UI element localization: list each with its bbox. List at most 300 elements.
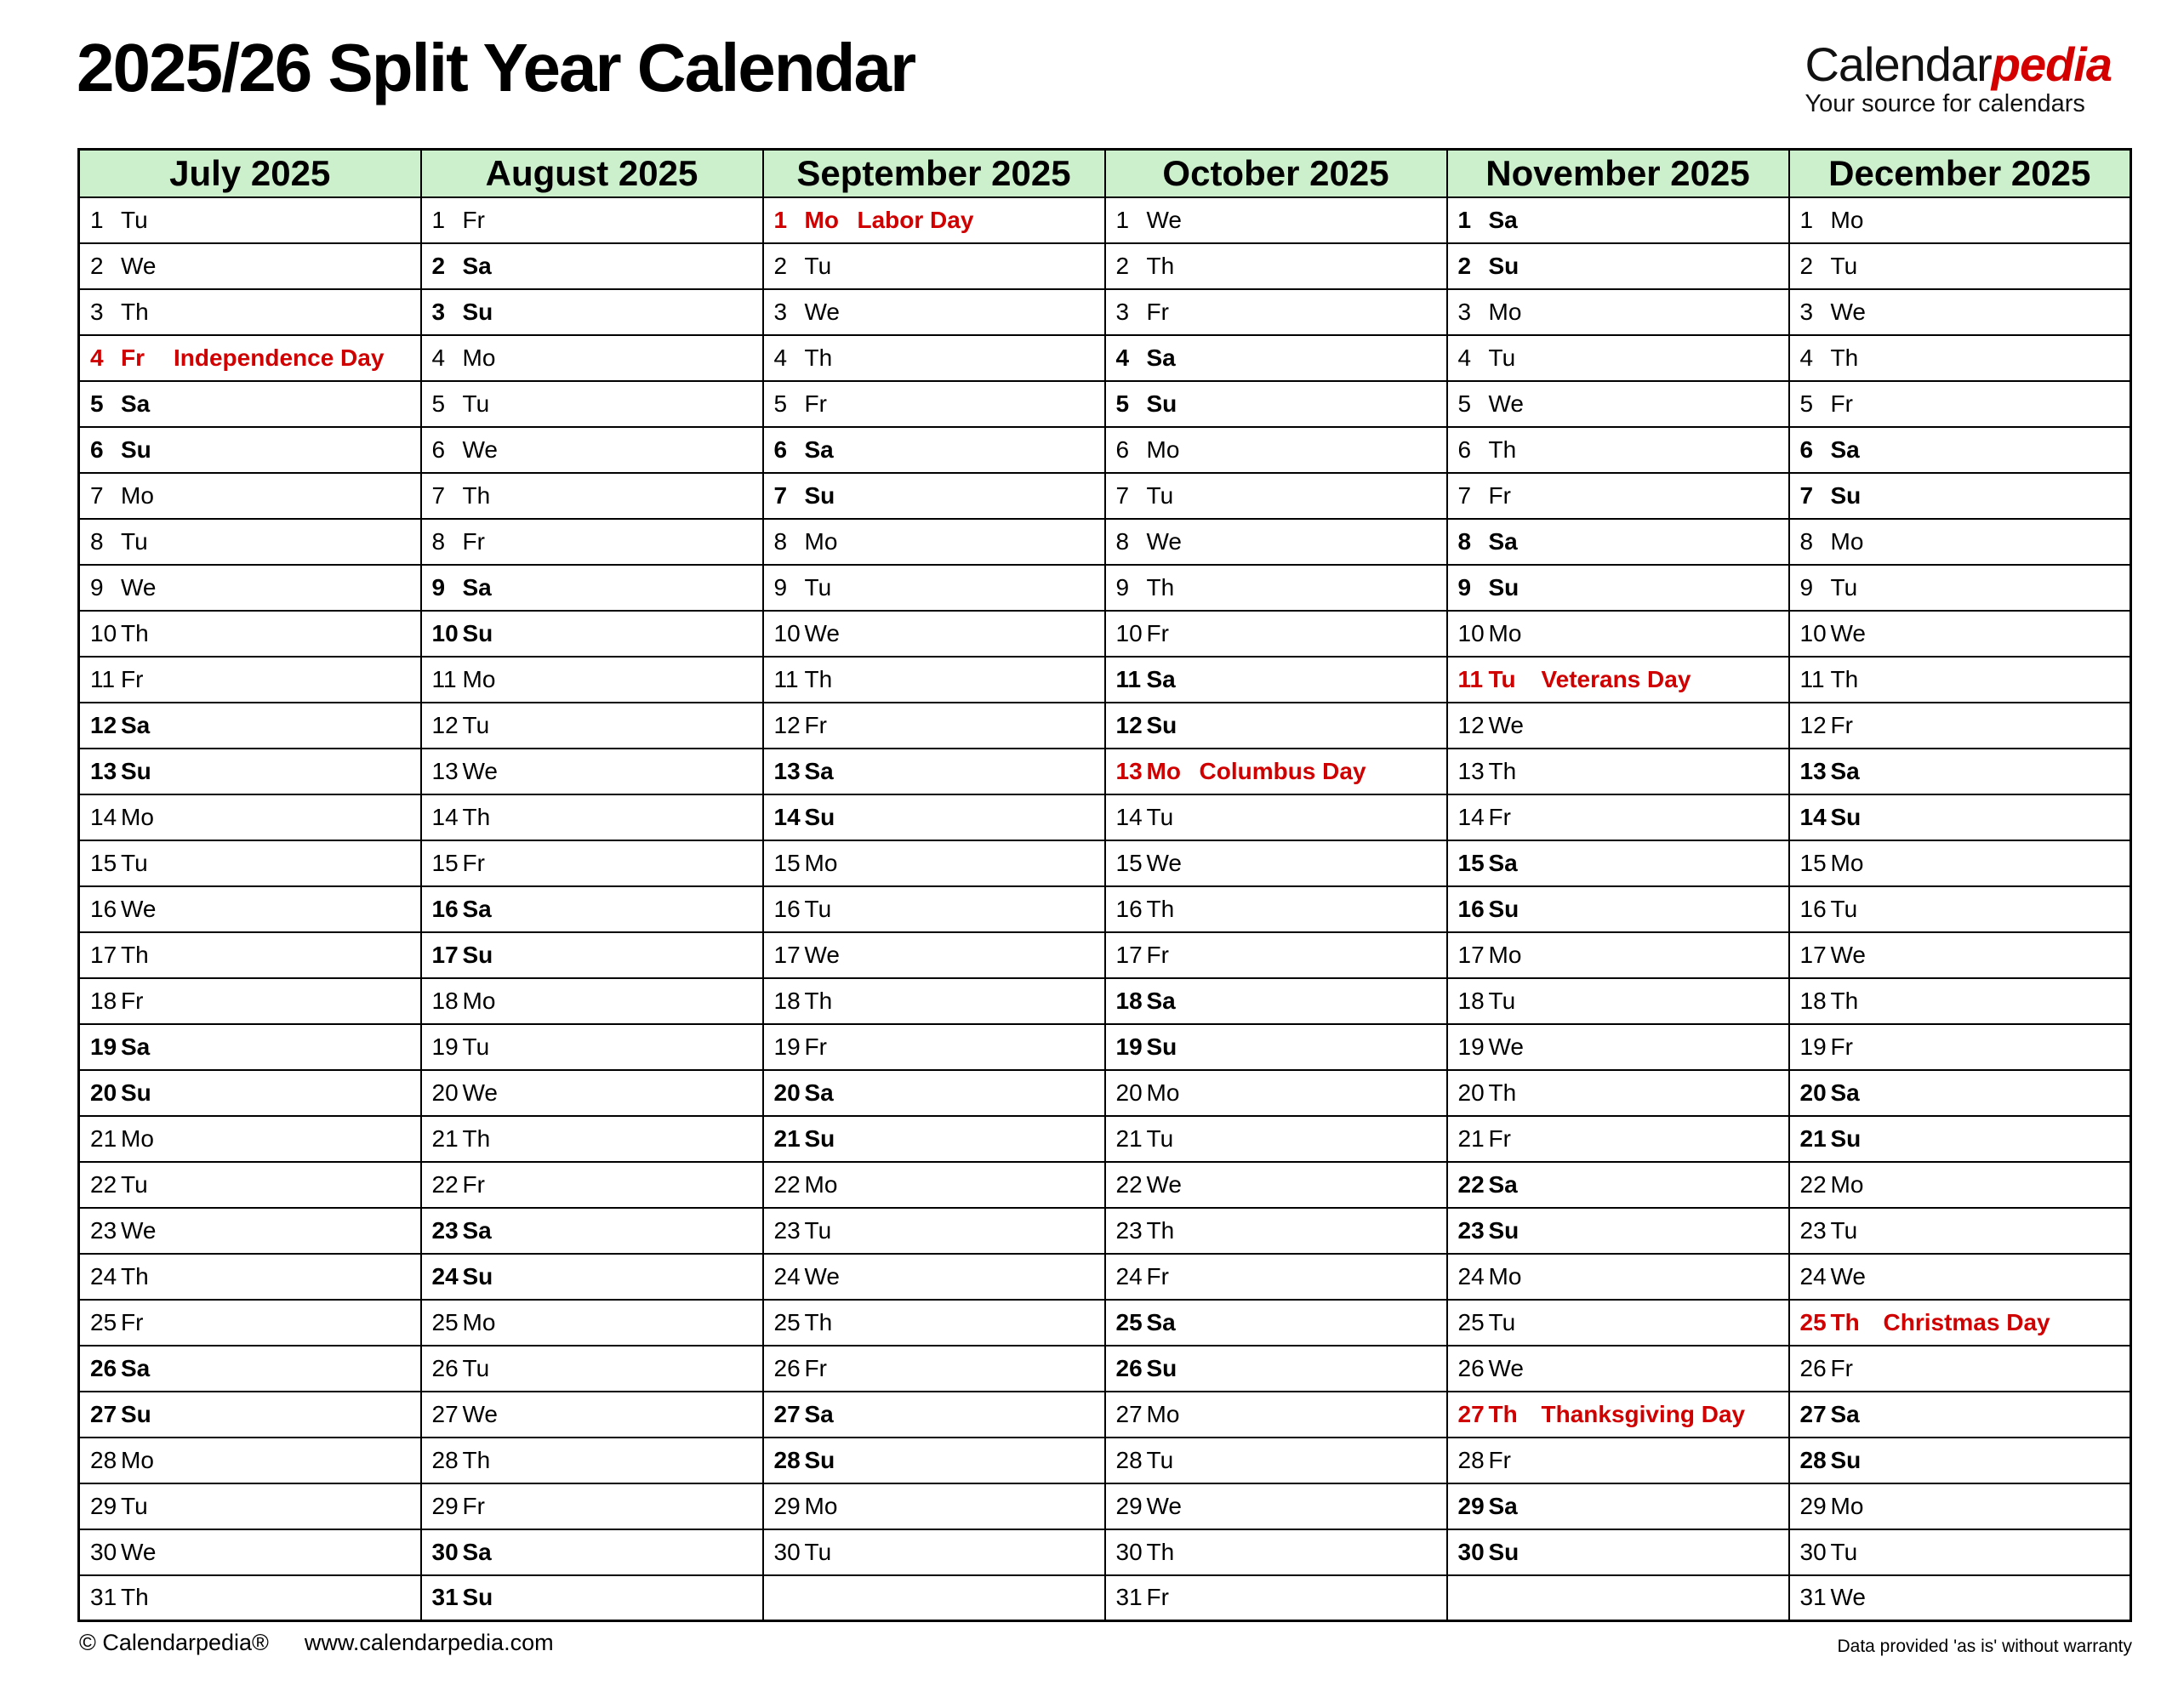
day-number: 20 — [1799, 1079, 1827, 1106]
day-number: 27 — [1115, 1400, 1143, 1427]
day-cell-september-20 — [763, 1070, 1105, 1116]
day-cell-december-15 — [1789, 840, 2131, 886]
weekday-abbrev: Tu — [1146, 1124, 1174, 1152]
day-cell-august-3 — [421, 289, 763, 335]
day-number: 28 — [90, 1446, 117, 1473]
weekday-abbrev: Fr — [121, 665, 144, 692]
day-cell-november-22 — [1447, 1162, 1789, 1208]
empty-cell-november-row31 — [1447, 1575, 1789, 1621]
day-number: 9 — [1799, 573, 1814, 601]
day-number: 6 — [431, 436, 446, 463]
weekday-abbrev: Fr — [1830, 711, 1853, 738]
footer-copyright — [79, 1630, 554, 1656]
day-cell-september-6 — [763, 427, 1105, 473]
weekday-abbrev: Tu — [1146, 1446, 1174, 1473]
weekday-abbrev: Th — [804, 665, 833, 692]
day-cell-september-19 — [763, 1024, 1105, 1070]
weekday-abbrev: We — [121, 1216, 157, 1244]
day-cell-august-21 — [421, 1116, 763, 1162]
weekday-abbrev: Fr — [1488, 1446, 1511, 1473]
day-cell-july-3 — [79, 289, 421, 335]
weekday-abbrev: Tu — [1830, 1216, 1858, 1244]
weekday-abbrev: Tu — [462, 711, 490, 738]
day-number: 9 — [773, 573, 788, 601]
day-number: 19 — [773, 1033, 801, 1060]
weekday-abbrev: Su — [121, 1079, 151, 1106]
day-number: 10 — [773, 619, 801, 646]
day-cell-july-9 — [79, 565, 421, 611]
weekday-abbrev: Tu — [804, 573, 832, 601]
day-number: 3 — [90, 298, 104, 325]
day-cell-july-28 — [79, 1438, 421, 1483]
weekday-abbrev: Tu — [121, 206, 148, 233]
day-cell-july-11 — [79, 657, 421, 703]
day-cell-december-7 — [1789, 473, 2131, 519]
holiday-label: Thanksgiving Day — [1541, 1400, 1746, 1427]
weekday-abbrev: Fr — [1146, 1584, 1169, 1611]
weekday-abbrev: Th — [1488, 1400, 1518, 1427]
weekday-abbrev: Su — [1830, 481, 1862, 509]
day-cell-november-10 — [1447, 611, 1789, 657]
day-cell-december-11 — [1789, 657, 2131, 703]
day-number: 11 — [1115, 665, 1142, 692]
day-cell-july-17 — [79, 932, 421, 978]
day-cell-december-18 — [1789, 978, 2131, 1024]
day-cell-july-30 — [79, 1529, 421, 1575]
day-number: 1 — [1457, 206, 1472, 233]
day-number: 31 — [1799, 1584, 1827, 1611]
day-cell-october-13 — [1105, 749, 1447, 794]
weekday-abbrev: Mo — [1488, 1262, 1522, 1290]
weekday-abbrev: Fr — [1830, 1033, 1853, 1060]
day-cell-july-13 — [79, 749, 421, 794]
day-cell-november-2 — [1447, 243, 1789, 289]
weekday-abbrev: Fr — [1146, 941, 1169, 968]
day-number: 29 — [773, 1492, 801, 1519]
weekday-abbrev: Sa — [121, 1033, 151, 1060]
day-cell-august-13 — [421, 749, 763, 794]
day-number: 18 — [1115, 987, 1143, 1014]
day-number: 22 — [1799, 1170, 1827, 1198]
calendar-row-2 — [79, 243, 2131, 289]
day-cell-july-23 — [79, 1208, 421, 1254]
day-number: 25 — [1115, 1308, 1143, 1335]
weekday-abbrev: Mo — [804, 849, 838, 876]
brand-logo — [1805, 37, 2112, 117]
weekday-abbrev: We — [1488, 390, 1524, 417]
weekday-abbrev: Su — [1488, 1538, 1519, 1565]
month-header-july: July 2025 — [79, 150, 421, 197]
weekday-abbrev: Mo — [121, 1124, 154, 1152]
weekday-abbrev: Sa — [462, 1538, 492, 1565]
day-number: 10 — [1457, 619, 1485, 646]
day-number: 19 — [1457, 1033, 1485, 1060]
day-number: 6 — [1457, 436, 1472, 463]
weekday-abbrev: Su — [121, 757, 151, 784]
day-cell-october-11 — [1105, 657, 1447, 703]
day-number: 29 — [1457, 1492, 1485, 1519]
weekday-abbrev: Tu — [1830, 1538, 1858, 1565]
holiday-label: Veterans Day — [1541, 665, 1691, 692]
weekday-abbrev: We — [1488, 711, 1524, 738]
day-cell-august-2 — [421, 243, 763, 289]
day-cell-november-12 — [1447, 703, 1789, 749]
weekday-abbrev: Fr — [462, 1492, 485, 1519]
day-cell-september-29 — [763, 1483, 1105, 1529]
day-cell-november-28 — [1447, 1438, 1789, 1483]
day-number: 12 — [1799, 711, 1827, 738]
weekday-abbrev: Th — [462, 1446, 491, 1473]
weekday-abbrev: Fr — [1146, 1262, 1169, 1290]
weekday-abbrev: Tu — [1488, 1308, 1516, 1335]
weekday-abbrev: Tu — [1830, 895, 1858, 922]
weekday-abbrev: Th — [121, 619, 149, 646]
day-number: 15 — [1115, 849, 1143, 876]
weekday-abbrev: Mo — [1488, 619, 1522, 646]
split-year-calendar-table — [77, 148, 2132, 1622]
day-number: 6 — [90, 436, 104, 463]
calendar-row-1 — [79, 197, 2131, 243]
day-cell-december-30 — [1789, 1529, 2131, 1575]
day-cell-december-21 — [1789, 1116, 2131, 1162]
weekday-abbrev: We — [804, 298, 840, 325]
weekday-abbrev: Sa — [1830, 1079, 1860, 1106]
weekday-abbrev: We — [462, 1079, 498, 1106]
day-cell-november-26 — [1447, 1346, 1789, 1392]
day-cell-october-2 — [1105, 243, 1447, 289]
weekday-abbrev: Fr — [1488, 481, 1511, 509]
day-cell-october-21 — [1105, 1116, 1447, 1162]
weekday-abbrev: Tu — [121, 849, 148, 876]
weekday-abbrev: Sa — [1146, 987, 1176, 1014]
weekday-abbrev: Su — [1146, 711, 1177, 738]
day-cell-december-20 — [1789, 1070, 2131, 1116]
day-cell-july-16 — [79, 886, 421, 932]
weekday-abbrev: Su — [1488, 1216, 1519, 1244]
day-number: 31 — [1115, 1584, 1143, 1611]
weekday-abbrev: Tu — [1488, 665, 1516, 692]
day-number: 30 — [1115, 1538, 1143, 1565]
weekday-abbrev: Su — [804, 803, 835, 830]
day-number: 7 — [1799, 481, 1814, 509]
day-cell-september-24 — [763, 1254, 1105, 1300]
day-number: 7 — [90, 481, 104, 509]
brand-tagline: Your source for calendars — [1805, 90, 2085, 117]
month-header-september: September 2025 — [763, 150, 1105, 197]
weekday-abbrev: We — [1488, 1354, 1524, 1381]
day-number: 5 — [1799, 390, 1814, 417]
weekday-abbrev: Mo — [462, 665, 496, 692]
weekday-abbrev: We — [1830, 619, 1866, 646]
calendar-row-18 — [79, 978, 2131, 1024]
day-cell-december-4 — [1789, 335, 2131, 381]
day-number: 22 — [431, 1170, 459, 1198]
day-cell-november-16 — [1447, 886, 1789, 932]
weekday-abbrev: Mo — [1830, 849, 1864, 876]
weekday-abbrev: Th — [462, 803, 491, 830]
weekday-abbrev: We — [462, 1400, 498, 1427]
weekday-abbrev: We — [121, 1538, 157, 1565]
day-number: 17 — [1799, 941, 1827, 968]
day-number: 14 — [90, 803, 117, 830]
day-cell-september-27 — [763, 1392, 1105, 1438]
day-number: 23 — [431, 1216, 459, 1244]
day-cell-october-8 — [1105, 519, 1447, 565]
weekday-abbrev: We — [1146, 206, 1182, 233]
day-cell-october-3 — [1105, 289, 1447, 335]
day-number: 30 — [431, 1538, 459, 1565]
day-number: 24 — [431, 1262, 459, 1290]
day-cell-september-15 — [763, 840, 1105, 886]
month-header-december: December 2025 — [1789, 150, 2131, 197]
day-cell-august-18 — [421, 978, 763, 1024]
day-cell-november-5 — [1447, 381, 1789, 427]
day-number: 25 — [90, 1308, 117, 1335]
day-cell-september-13 — [763, 749, 1105, 794]
day-cell-december-17 — [1789, 932, 2131, 978]
day-cell-november-14 — [1447, 794, 1789, 840]
day-number: 23 — [1799, 1216, 1827, 1244]
weekday-abbrev: Sa — [462, 252, 492, 279]
day-number: 8 — [773, 527, 788, 555]
day-number: 3 — [431, 298, 446, 325]
day-cell-october-28 — [1105, 1438, 1447, 1483]
calendar-row-12 — [79, 703, 2131, 749]
day-number: 5 — [1457, 390, 1472, 417]
weekday-abbrev: We — [1830, 298, 1866, 325]
weekday-abbrev: Sa — [462, 573, 492, 601]
weekday-abbrev: We — [1830, 941, 1866, 968]
day-cell-november-30 — [1447, 1529, 1789, 1575]
day-cell-september-17 — [763, 932, 1105, 978]
weekday-abbrev: Fr — [804, 1033, 827, 1060]
calendar-row-29 — [79, 1483, 2131, 1529]
calendar-row-28 — [79, 1438, 2131, 1483]
calendar-row-24 — [79, 1254, 2131, 1300]
weekday-abbrev: Mo — [804, 206, 839, 233]
weekday-abbrev: Mo — [1146, 757, 1181, 784]
footer-disclaimer: Data provided 'as is' without warranty — [1837, 1637, 2132, 1656]
weekday-abbrev: Mo — [462, 344, 496, 371]
weekday-abbrev: Sa — [1146, 344, 1176, 371]
weekday-abbrev: Th — [1146, 252, 1175, 279]
day-cell-november-25 — [1447, 1300, 1789, 1346]
day-cell-august-19 — [421, 1024, 763, 1070]
day-cell-december-23 — [1789, 1208, 2131, 1254]
calendar-row-23 — [79, 1208, 2131, 1254]
day-cell-august-20 — [421, 1070, 763, 1116]
day-cell-july-24 — [79, 1254, 421, 1300]
day-cell-july-6 — [79, 427, 421, 473]
day-number: 23 — [1457, 1216, 1485, 1244]
weekday-abbrev: We — [1830, 1584, 1866, 1611]
weekday-abbrev: Tu — [1146, 803, 1174, 830]
day-number: 26 — [90, 1354, 117, 1381]
day-number: 25 — [431, 1308, 459, 1335]
day-number: 16 — [1115, 895, 1143, 922]
day-number: 20 — [773, 1079, 801, 1106]
day-number: 2 — [90, 252, 104, 279]
calendar-row-21 — [79, 1116, 2131, 1162]
holiday-label: Christmas Day — [1883, 1308, 2050, 1335]
day-number: 25 — [773, 1308, 801, 1335]
weekday-abbrev: Tu — [804, 1538, 832, 1565]
day-cell-august-24 — [421, 1254, 763, 1300]
weekday-abbrev: Sa — [462, 1216, 492, 1244]
day-number: 28 — [1115, 1446, 1143, 1473]
weekday-abbrev: Tu — [1488, 987, 1516, 1014]
day-number: 15 — [431, 849, 459, 876]
day-number: 21 — [773, 1124, 801, 1152]
day-cell-october-6 — [1105, 427, 1447, 473]
day-cell-august-11 — [421, 657, 763, 703]
weekday-abbrev: Sa — [1146, 665, 1176, 692]
weekday-abbrev: Sa — [804, 1079, 834, 1106]
day-cell-august-7 — [421, 473, 763, 519]
day-cell-december-10 — [1789, 611, 2131, 657]
day-cell-october-10 — [1105, 611, 1447, 657]
weekday-abbrev: Mo — [462, 987, 496, 1014]
day-number: 4 — [1457, 344, 1472, 371]
day-cell-july-25 — [79, 1300, 421, 1346]
weekday-abbrev: Th — [1830, 344, 1859, 371]
day-number: 11 — [431, 665, 457, 692]
website-link[interactable]: www.calendarpedia.com — [304, 1630, 554, 1655]
day-number: 14 — [431, 803, 459, 830]
day-number: 28 — [773, 1446, 801, 1473]
day-number: 30 — [1799, 1538, 1827, 1565]
day-cell-july-20 — [79, 1070, 421, 1116]
weekday-abbrev: Su — [1488, 573, 1519, 601]
day-number: 29 — [1799, 1492, 1827, 1519]
day-cell-december-16 — [1789, 886, 2131, 932]
day-cell-july-21 — [79, 1116, 421, 1162]
day-cell-august-30 — [421, 1529, 763, 1575]
weekday-abbrev: Fr — [804, 390, 827, 417]
day-number: 6 — [773, 436, 788, 463]
calendar-row-14 — [79, 794, 2131, 840]
day-number: 16 — [1799, 895, 1827, 922]
day-cell-november-21 — [1447, 1116, 1789, 1162]
weekday-abbrev: Su — [462, 941, 493, 968]
day-cell-august-27 — [421, 1392, 763, 1438]
day-number: 10 — [1799, 619, 1827, 646]
weekday-abbrev: We — [121, 895, 157, 922]
day-number: 8 — [1115, 527, 1130, 555]
weekday-abbrev: Th — [1830, 665, 1859, 692]
day-cell-august-16 — [421, 886, 763, 932]
day-cell-november-20 — [1447, 1070, 1789, 1116]
day-cell-september-12 — [763, 703, 1105, 749]
day-number: 26 — [1115, 1354, 1143, 1381]
weekday-abbrev: Su — [1830, 803, 1862, 830]
day-number: 13 — [773, 757, 801, 784]
weekday-abbrev: Su — [462, 1584, 493, 1611]
weekday-abbrev: Mo — [1488, 298, 1522, 325]
day-number: 22 — [1115, 1170, 1143, 1198]
day-cell-august-12 — [421, 703, 763, 749]
day-cell-october-22 — [1105, 1162, 1447, 1208]
day-number: 9 — [431, 573, 446, 601]
day-cell-august-10 — [421, 611, 763, 657]
weekday-abbrev: Th — [1830, 987, 1859, 1014]
day-cell-september-14 — [763, 794, 1105, 840]
day-number: 15 — [1457, 849, 1485, 876]
weekday-abbrev: Sa — [1488, 527, 1518, 555]
weekday-abbrev: Sa — [1146, 1308, 1176, 1335]
weekday-abbrev: Fr — [1488, 1124, 1511, 1152]
weekday-abbrev: Th — [1830, 1308, 1860, 1335]
weekday-abbrev: Th — [121, 1262, 149, 1290]
day-number: 31 — [90, 1584, 117, 1611]
brand-wordmark-black: Calendar — [1805, 37, 1992, 91]
day-cell-october-24 — [1105, 1254, 1447, 1300]
day-number: 27 — [1457, 1400, 1485, 1427]
weekday-abbrev: We — [1146, 1492, 1182, 1519]
day-cell-november-1 — [1447, 197, 1789, 243]
weekday-abbrev: Tu — [121, 527, 148, 555]
day-number: 24 — [1115, 1262, 1143, 1290]
day-cell-august-14 — [421, 794, 763, 840]
day-number: 13 — [431, 757, 459, 784]
day-cell-november-23 — [1447, 1208, 1789, 1254]
day-number: 7 — [773, 481, 788, 509]
day-cell-september-23 — [763, 1208, 1105, 1254]
day-number: 8 — [1457, 527, 1472, 555]
day-cell-november-9 — [1447, 565, 1789, 611]
day-number: 19 — [1799, 1033, 1827, 1060]
day-cell-october-25 — [1105, 1300, 1447, 1346]
day-number: 9 — [1457, 573, 1472, 601]
weekday-abbrev: We — [1146, 849, 1182, 876]
day-cell-october-16 — [1105, 886, 1447, 932]
weekday-abbrev: Th — [121, 941, 149, 968]
weekday-abbrev: Mo — [1830, 527, 1864, 555]
day-number: 22 — [773, 1170, 801, 1198]
day-number: 12 — [1115, 711, 1143, 738]
weekday-abbrev: Mo — [1146, 436, 1180, 463]
day-cell-october-18 — [1105, 978, 1447, 1024]
day-number: 30 — [773, 1538, 801, 1565]
day-cell-october-23 — [1105, 1208, 1447, 1254]
weekday-abbrev: Mo — [1830, 1492, 1864, 1519]
day-number: 15 — [90, 849, 117, 876]
day-cell-october-31 — [1105, 1575, 1447, 1621]
weekday-abbrev: We — [1830, 1262, 1866, 1290]
weekday-abbrev: We — [1488, 1033, 1524, 1060]
weekday-abbrev: Sa — [462, 895, 492, 922]
weekday-abbrev: Sa — [121, 390, 151, 417]
weekday-abbrev: Tu — [1146, 481, 1174, 509]
day-cell-december-3 — [1789, 289, 2131, 335]
day-number: 20 — [1457, 1079, 1485, 1106]
day-number: 6 — [1799, 436, 1814, 463]
day-cell-october-14 — [1105, 794, 1447, 840]
day-cell-october-30 — [1105, 1529, 1447, 1575]
day-cell-november-15 — [1447, 840, 1789, 886]
calendar-row-19 — [79, 1024, 2131, 1070]
weekday-abbrev: Mo — [121, 803, 154, 830]
calendar-row-13 — [79, 749, 2131, 794]
day-cell-november-24 — [1447, 1254, 1789, 1300]
weekday-abbrev: Su — [1830, 1124, 1862, 1152]
weekday-abbrev: Fr — [121, 987, 144, 1014]
weekday-abbrev: Th — [804, 344, 833, 371]
day-cell-july-31 — [79, 1575, 421, 1621]
day-number: 21 — [1115, 1124, 1143, 1152]
calendar-row-25 — [79, 1300, 2131, 1346]
calendar-row-15 — [79, 840, 2131, 886]
